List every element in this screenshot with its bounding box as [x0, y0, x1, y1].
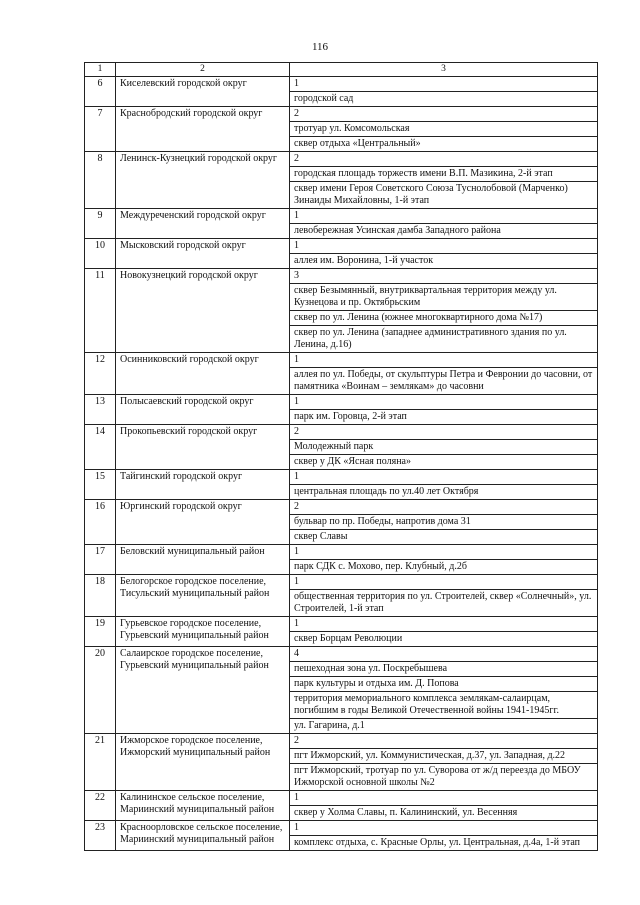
- table-row: [85, 107, 598, 122]
- row-number: 10: [85, 239, 116, 269]
- territory-item: сквер отдыха «Центральный»: [290, 137, 598, 152]
- table-row: [85, 821, 598, 836]
- municipalities-table: [84, 62, 598, 851]
- territory-item: сквер имени Героя Советского Союза Туснолобовой (Марченко) Зинаиды Михайловны, 1-й этап: [290, 182, 598, 209]
- table-row: [85, 575, 598, 590]
- object-count: 1: [290, 545, 598, 560]
- table-row: [85, 395, 598, 410]
- object-count: 1: [290, 821, 598, 836]
- row-number: 14: [85, 425, 116, 470]
- row-number: 20: [85, 647, 116, 734]
- row-number: 11: [85, 269, 116, 353]
- territory-item: центральная площадь по ул.40 лет Октября: [290, 485, 598, 500]
- row-number: 9: [85, 209, 116, 239]
- territory-item: комплекс отдыха, с. Красные Орлы, ул. Центральная, д.4а, 1-й этап: [290, 836, 598, 851]
- object-count: 1: [290, 239, 598, 254]
- object-count: 2: [290, 500, 598, 515]
- territory-item: пгт Ижморский, ул. Коммунистическая, д.37, ул. Западная, д.22: [290, 749, 598, 764]
- territory-item: городской сад: [290, 92, 598, 107]
- object-count: 1: [290, 575, 598, 590]
- object-count: 2: [290, 152, 598, 167]
- municipality-name: Междуреченский городской округ: [116, 209, 290, 239]
- table-row: [85, 209, 598, 224]
- territory-item: пгт Ижморский, тротуар по ул. Суворова от ж/д переезда до МБОУ Ижморской основной школы №2: [290, 764, 598, 791]
- municipality-name: Ижморское городское поселение, Ижморский муниципальный район: [116, 734, 290, 791]
- municipality-name: Полысаевский городской округ: [116, 395, 290, 425]
- table-row: [85, 617, 598, 632]
- territory-item: ул. Гагарина, д.1: [290, 719, 598, 734]
- object-count: 2: [290, 425, 598, 440]
- row-number: 23: [85, 821, 116, 851]
- table-row: [85, 269, 598, 284]
- municipality-name: Тайгинский городской округ: [116, 470, 290, 500]
- territory-item: аллея им. Воронина, 1-й участок: [290, 254, 598, 269]
- table-row: [85, 545, 598, 560]
- territory-item: общественная территория по ул. Строителей, сквер «Солнечный», ул. Строителей, 1-й этап: [290, 590, 598, 617]
- municipality-name: Прокопьевский городской округ: [116, 425, 290, 470]
- municipality-name: Салаирское городское поселение, Гурьевский муниципальный район: [116, 647, 290, 734]
- object-count: 1: [290, 77, 598, 92]
- table-row: [85, 152, 598, 167]
- territory-item: территория мемориального комплекса землякам-салаирцам, погибшим в годы Великой Отечественной войны 1941-1945гг.: [290, 692, 598, 719]
- row-number: 17: [85, 545, 116, 575]
- page-number: 116: [311, 41, 329, 53]
- row-number: 19: [85, 617, 116, 647]
- territory-item: аллея по ул. Победы, от скульптуры Петра и Февронии до часовни, от памятника «Воинам – землякам» до часовни: [290, 368, 598, 395]
- municipality-name: Белогорское городское поселение, Тисульский муниципальный район: [116, 575, 290, 617]
- territory-item: тротуар ул. Комсомольская: [290, 122, 598, 137]
- row-number: 16: [85, 500, 116, 545]
- table-row: [85, 500, 598, 515]
- territory-item: парк культуры и отдыха им. Д. Попова: [290, 677, 598, 692]
- territory-item: сквер по ул. Ленина (западнее административного здания по ул. Ленина, д.16): [290, 326, 598, 353]
- municipality-name: Калининское сельское поселение, Мариинский муниципальный район: [116, 791, 290, 821]
- row-number: 6: [85, 77, 116, 107]
- territory-item: сквер у Холма Славы, п. Калининский, ул. Весенняя: [290, 806, 598, 821]
- territory-item: парк СДК с. Мохово, пер. Клубный, д.2б: [290, 560, 598, 575]
- municipality-name: Юргинский городской округ: [116, 500, 290, 545]
- territory-item: сквер Безымянный, внутриквартальная территория между ул. Кузнецова и пр. Октябрьским: [290, 284, 598, 311]
- municipality-name: Мысковский городской округ: [116, 239, 290, 269]
- municipality-name: Краснобродский городской округ: [116, 107, 290, 152]
- object-count: 4: [290, 647, 598, 662]
- object-count: 2: [290, 734, 598, 749]
- row-number: 15: [85, 470, 116, 500]
- object-count: 1: [290, 470, 598, 485]
- object-count: 2: [290, 107, 598, 122]
- territory-item: пешеходная зона ул. Поскребышева: [290, 662, 598, 677]
- territory-item: парк им. Горовца, 2-й этап: [290, 410, 598, 425]
- table-row: [85, 239, 598, 254]
- table-row: [85, 470, 598, 485]
- municipality-name: Гурьевское городское поселение, Гурьевский муниципальный район: [116, 617, 290, 647]
- object-count: 1: [290, 791, 598, 806]
- table-row: [85, 647, 598, 662]
- row-number: 8: [85, 152, 116, 209]
- territory-item: левобережная Усинская дамба Западного района: [290, 224, 598, 239]
- header-row: [85, 63, 598, 77]
- header-col-3: 3: [290, 63, 598, 77]
- table-row: [85, 353, 598, 368]
- table-row: [85, 77, 598, 92]
- municipality-name: Беловский муниципальный район: [116, 545, 290, 575]
- row-number: 21: [85, 734, 116, 791]
- header-col-1: 1: [85, 63, 116, 77]
- object-count: 1: [290, 395, 598, 410]
- table-row: [85, 425, 598, 440]
- table-row: [85, 791, 598, 806]
- territory-item: сквер Славы: [290, 530, 598, 545]
- object-count: 1: [290, 353, 598, 368]
- municipality-name: Ленинск-Кузнецкий городской округ: [116, 152, 290, 209]
- object-count: 1: [290, 209, 598, 224]
- row-number: 18: [85, 575, 116, 617]
- row-number: 22: [85, 791, 116, 821]
- territory-item: сквер Борцам Революции: [290, 632, 598, 647]
- object-count: 3: [290, 269, 598, 284]
- municipality-name: Новокузнецкий городской округ: [116, 269, 290, 353]
- row-number: 7: [85, 107, 116, 152]
- municipality-name: Осинниковский городской округ: [116, 353, 290, 395]
- territory-item: городская площадь торжеств имени В.П. Мазикина, 2-й этап: [290, 167, 598, 182]
- territory-item: сквер у ДК «Ясная поляна»: [290, 455, 598, 470]
- municipality-name: Красноорловское сельское поселение, Мариинский муниципальный район: [116, 821, 290, 851]
- object-count: 1: [290, 617, 598, 632]
- territory-item: Молодежный парк: [290, 440, 598, 455]
- row-number: 12: [85, 353, 116, 395]
- table-row: [85, 734, 598, 749]
- header-col-2: 2: [116, 63, 290, 77]
- territory-item: сквер по ул. Ленина (южнее многоквартирного дома №17): [290, 311, 598, 326]
- territory-item: бульвар по пр. Победы, напротив дома 31: [290, 515, 598, 530]
- row-number: 13: [85, 395, 116, 425]
- municipality-name: Киселевский городской округ: [116, 77, 290, 107]
